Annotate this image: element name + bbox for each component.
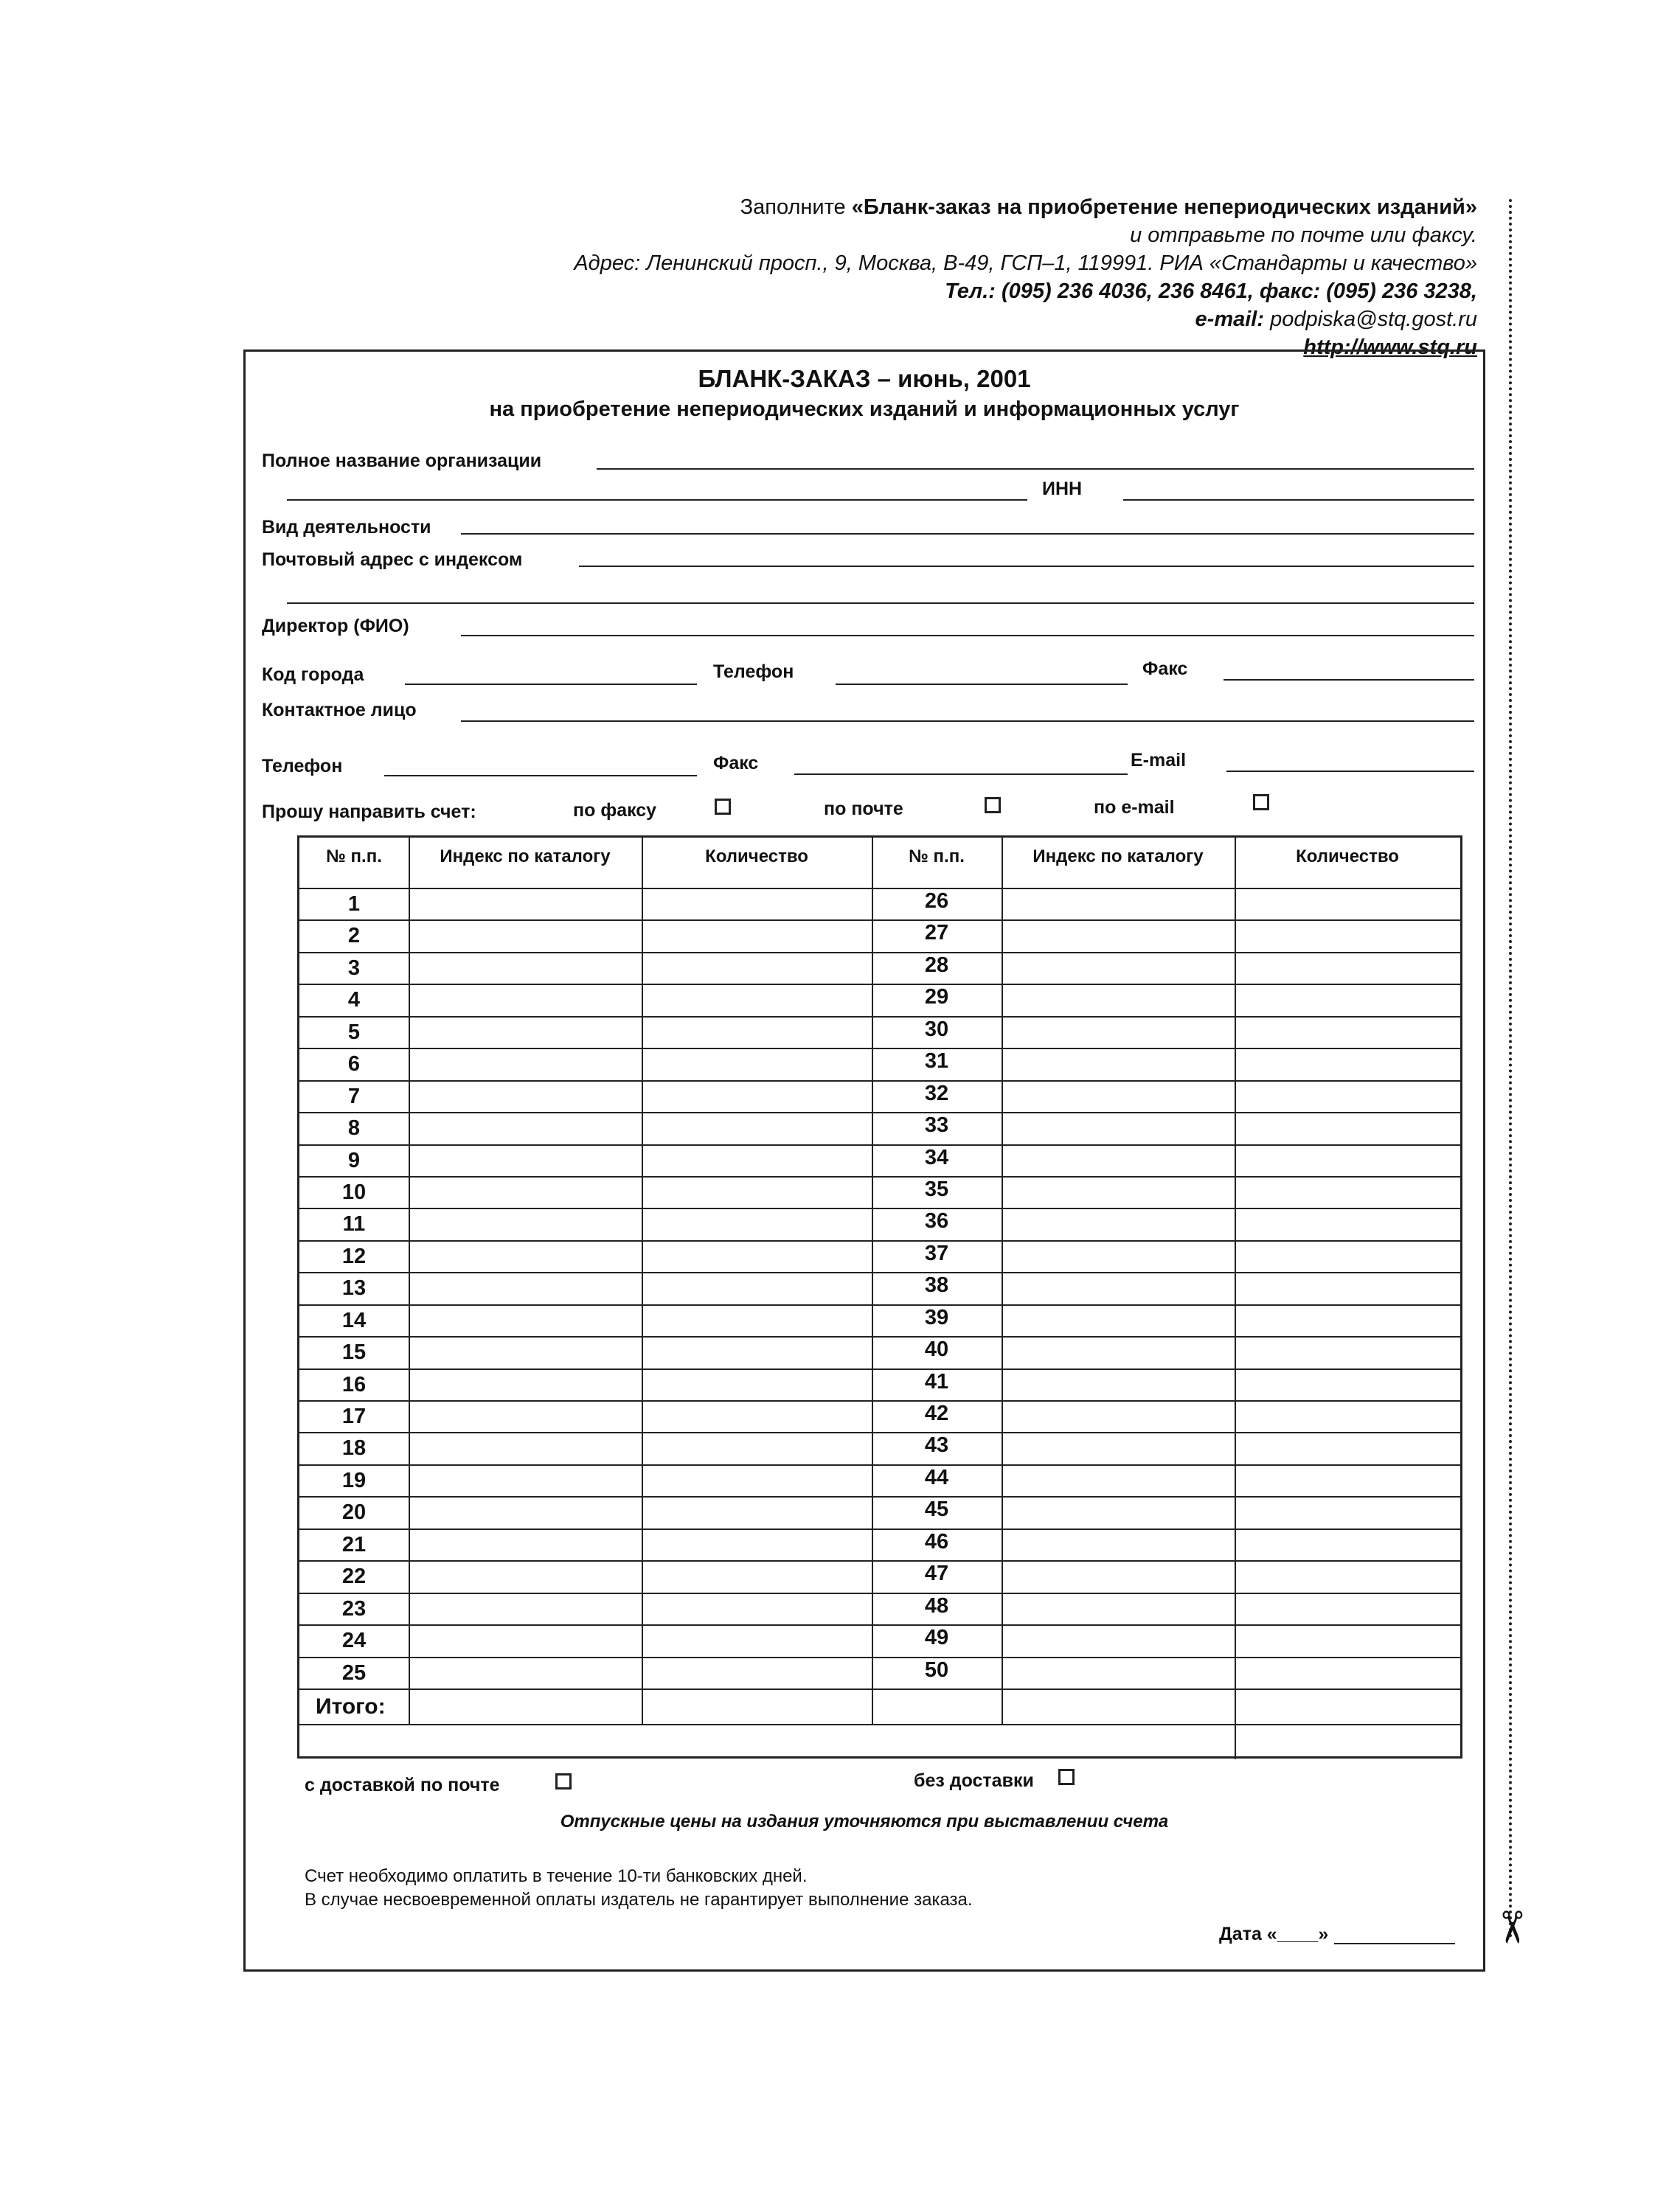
address-label: Почтовый адрес с индексом bbox=[262, 549, 523, 570]
invoice-request-label: Прошу направить счет: bbox=[262, 801, 476, 822]
row-number-right: 49 bbox=[924, 1626, 949, 1650]
form-title: БЛАНК-ЗАКАЗ – июнь, 2001 bbox=[698, 365, 1031, 392]
row-number-left: 23 bbox=[341, 1596, 367, 1621]
email-line: e-mail: podpiska@stq.gost.ru bbox=[1195, 307, 1477, 331]
org-name-label: Полное название организации bbox=[262, 451, 542, 471]
row-number-left: 19 bbox=[341, 1468, 367, 1492]
activity-label: Вид деятельности bbox=[262, 517, 431, 538]
director-label: Директор (ФИО) bbox=[262, 616, 409, 636]
row-number-right: 33 bbox=[924, 1113, 949, 1138]
row-number-right: 43 bbox=[924, 1433, 949, 1458]
inn-field[interactable] bbox=[1123, 499, 1474, 501]
fax-1-label: Факс bbox=[1142, 658, 1188, 679]
row-number-right: 37 bbox=[924, 1241, 949, 1265]
cut-line bbox=[1509, 199, 1512, 1939]
email-field[interactable] bbox=[1226, 771, 1474, 772]
row-number-right: 47 bbox=[924, 1562, 949, 1586]
row-number-right: 35 bbox=[924, 1177, 949, 1201]
phone-1-label: Телефон bbox=[713, 661, 794, 682]
form-subtitle: на приобретение непериодических изданий и информационных услуг bbox=[489, 397, 1240, 421]
by-email-label: по e-mail bbox=[1094, 797, 1175, 818]
scissors-icon: ✂ bbox=[1487, 1908, 1537, 1947]
by-mail-checkbox[interactable] bbox=[985, 797, 1001, 813]
row-number-left: 11 bbox=[342, 1212, 366, 1237]
row-number-right: 38 bbox=[924, 1273, 949, 1298]
row-number-left: 21 bbox=[341, 1532, 367, 1557]
with-delivery-label: с доставкой по почте bbox=[305, 1775, 500, 1795]
row-number-right: 31 bbox=[924, 1049, 949, 1074]
total-label: Итого: bbox=[316, 1694, 386, 1719]
row-number-right: 30 bbox=[924, 1017, 949, 1041]
phone-fax-line: Тел.: (095) 236 4036, 236 8461, факс: (095) 236 3238, bbox=[945, 279, 1477, 303]
row-number-left: 15 bbox=[341, 1340, 367, 1365]
row-number-right: 40 bbox=[924, 1338, 949, 1362]
date-field[interactable] bbox=[1334, 1943, 1455, 1944]
table-header-cell: № п.п. bbox=[909, 846, 965, 866]
row-number-left: 3 bbox=[347, 956, 361, 980]
row-number-left: 7 bbox=[347, 1084, 361, 1108]
row-number-right: 41 bbox=[924, 1369, 949, 1394]
order-form bbox=[243, 349, 1485, 1972]
activity-field[interactable] bbox=[461, 533, 1474, 535]
header-line-1: Заполните «Бланк-заказ на приобретение непериодических изданий» bbox=[740, 195, 1477, 219]
fax-2-field[interactable] bbox=[794, 773, 1128, 775]
header-block bbox=[445, 193, 1477, 361]
website-link[interactable]: http://www.stq.ru bbox=[1303, 335, 1477, 359]
row-number-left: 5 bbox=[347, 1020, 361, 1044]
table-header-cell: Количество bbox=[1296, 846, 1399, 866]
header-line-2: и отправьте по почте или факсу. bbox=[1130, 223, 1477, 247]
contact-label: Контактное лицо bbox=[262, 700, 417, 720]
row-number-left: 6 bbox=[347, 1052, 361, 1077]
order-table bbox=[297, 835, 1462, 1759]
row-number-right: 26 bbox=[924, 889, 949, 913]
row-number-left: 9 bbox=[347, 1148, 361, 1172]
by-email-checkbox[interactable] bbox=[1253, 794, 1269, 810]
row-number-left: 4 bbox=[347, 988, 361, 1012]
address-line: Адрес: Ленинский просп., 9, Москва, В-49, ГСП–1, 119991. РИА «Стандарты и качество» bbox=[574, 251, 1477, 275]
row-number-left: 2 bbox=[347, 924, 361, 948]
row-number-right: 32 bbox=[924, 1081, 949, 1105]
phone-2-label: Телефон bbox=[262, 756, 343, 776]
row-number-left: 16 bbox=[341, 1372, 367, 1397]
row-number-left: 10 bbox=[341, 1180, 367, 1204]
row-number-right: 39 bbox=[924, 1305, 949, 1329]
row-number-left: 24 bbox=[341, 1629, 367, 1653]
row-number-left: 17 bbox=[341, 1405, 367, 1429]
row-number-right: 44 bbox=[924, 1465, 949, 1489]
payment-note-2: В случае несвоевременной оплаты издатель не гарантирует выполнение заказа. bbox=[305, 1890, 973, 1910]
email-link[interactable]: podpiska@stq.gost.ru bbox=[1270, 307, 1477, 331]
with-delivery-checkbox[interactable] bbox=[555, 1773, 572, 1790]
row-number-right: 42 bbox=[924, 1402, 949, 1426]
without-delivery-checkbox[interactable] bbox=[1058, 1769, 1075, 1785]
date-label: Дата «____» bbox=[1219, 1924, 1329, 1944]
fax-1-field[interactable] bbox=[1224, 679, 1474, 681]
org-name-field[interactable] bbox=[597, 468, 1474, 470]
table-header-cell: Количество bbox=[705, 846, 808, 866]
row-number-right: 45 bbox=[924, 1498, 949, 1522]
row-number-left: 22 bbox=[341, 1565, 367, 1589]
by-mail-label: по почте bbox=[824, 799, 903, 819]
by-fax-label: по факсу bbox=[573, 800, 657, 821]
row-number-left: 25 bbox=[341, 1660, 367, 1685]
address-field[interactable] bbox=[579, 566, 1474, 567]
row-number-left: 14 bbox=[341, 1308, 367, 1332]
inn-label: ИНН bbox=[1042, 479, 1083, 499]
table-header-cell: Индекс по каталогу bbox=[440, 846, 611, 866]
phone-2-field[interactable] bbox=[384, 775, 697, 776]
contact-field[interactable] bbox=[461, 720, 1474, 722]
form-name: «Бланк-заказ на приобретение непериодических изданий» bbox=[851, 195, 1477, 219]
row-number-left: 13 bbox=[341, 1276, 367, 1301]
row-number-right: 29 bbox=[924, 985, 949, 1009]
city-code-label: Код города bbox=[262, 664, 364, 685]
by-fax-checkbox[interactable] bbox=[715, 799, 731, 815]
row-number-right: 46 bbox=[924, 1529, 949, 1554]
price-note: Отпускные цены на издания уточняются при выставлении счета bbox=[560, 1812, 1169, 1832]
email-label: E-mail bbox=[1131, 750, 1187, 771]
row-number-left: 12 bbox=[341, 1244, 367, 1268]
table-header-cell: Индекс по каталогу bbox=[1032, 846, 1204, 866]
table-header-cell: № п.п. bbox=[326, 846, 382, 866]
row-number-left: 1 bbox=[347, 892, 361, 916]
payment-note-1: Счет необходимо оплатить в течение 10-ти банковских дней. bbox=[305, 1866, 808, 1886]
row-number-right: 27 bbox=[924, 921, 949, 945]
row-number-left: 18 bbox=[341, 1436, 367, 1461]
fax-2-label: Факс bbox=[713, 753, 759, 773]
row-number-right: 34 bbox=[924, 1145, 949, 1169]
director-field[interactable] bbox=[461, 635, 1474, 636]
without-delivery-label: без доставки bbox=[914, 1770, 1034, 1791]
address-field-2[interactable] bbox=[287, 602, 1474, 604]
row-number-left: 20 bbox=[341, 1500, 367, 1525]
row-number-left: 8 bbox=[347, 1116, 361, 1141]
phone-1-field[interactable] bbox=[836, 684, 1128, 685]
row-number-right: 36 bbox=[924, 1209, 949, 1234]
org-name-field-2[interactable] bbox=[287, 499, 1027, 501]
row-number-right: 28 bbox=[924, 953, 949, 977]
city-code-field[interactable] bbox=[405, 684, 697, 685]
row-number-right: 50 bbox=[924, 1658, 949, 1682]
row-number-right: 48 bbox=[924, 1593, 949, 1618]
